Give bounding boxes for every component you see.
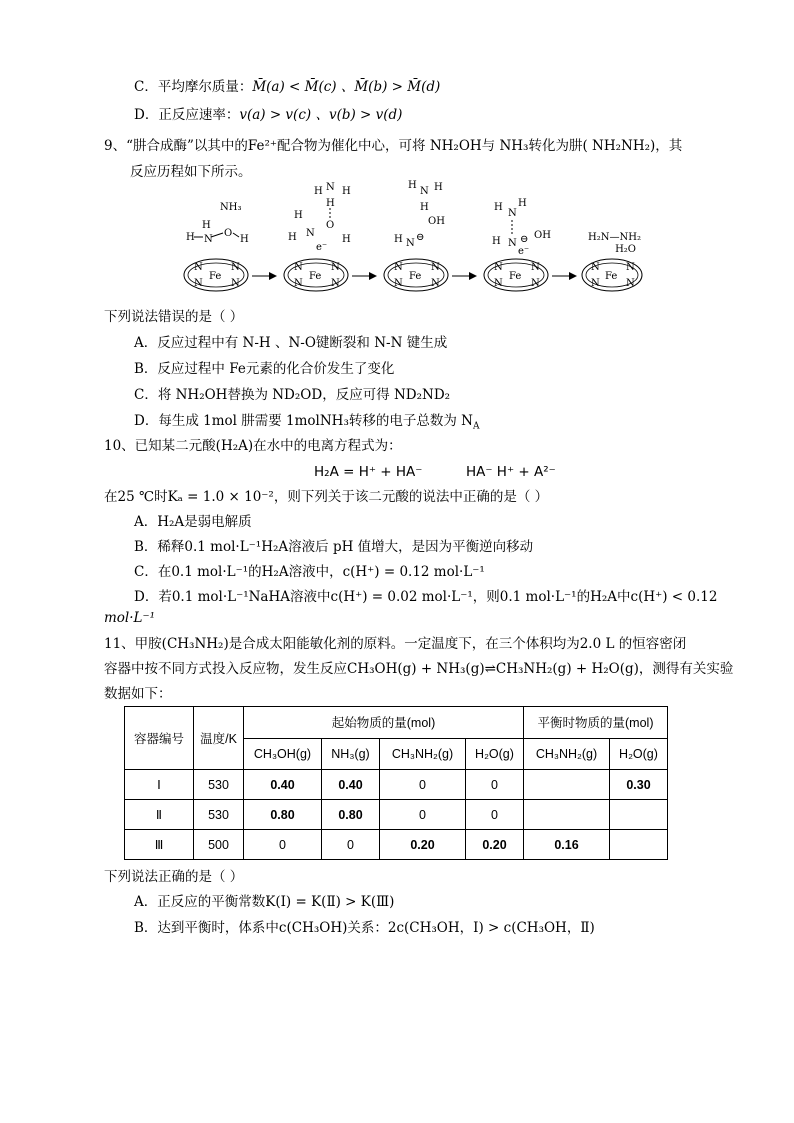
svg-text:N: N xyxy=(331,262,340,273)
svg-text:Fe: Fe xyxy=(605,271,618,282)
subheader-cell: CH₃NH₂(g) xyxy=(380,738,466,770)
svg-text:Fe: Fe xyxy=(309,271,322,282)
svg-text:N: N xyxy=(508,238,517,249)
svg-text:Fe: Fe xyxy=(509,271,522,282)
q9-option-c: C．将 NH₂OH替换为 ND₂OD，反应可得 ND₂ND₂ xyxy=(134,387,451,403)
fe-porphyrin-ring-5 xyxy=(582,259,642,291)
svg-text:H: H xyxy=(186,232,195,243)
q11-stem-line3: 数据如下： xyxy=(104,686,172,702)
cell: 0.40 xyxy=(244,770,322,800)
q9-stem-line2: 反应历程如下所示。 xyxy=(130,164,252,180)
svg-text:H: H xyxy=(326,198,335,209)
cell xyxy=(524,800,610,830)
subheader-cell: CH₃OH(g) xyxy=(244,738,322,770)
svg-text:N: N xyxy=(331,278,340,289)
q10-option-d: D．若0.1 mol·L⁻¹NaHA溶液中c(H⁺) = 0.02 mol·L⁻¹，则0.1 mol·L⁻¹的H₂A中c(H⁺) < 0.12 xyxy=(134,589,718,605)
svg-text:OH: OH xyxy=(534,230,551,241)
q8-option-c: C．平均摩尔质量：M̄(a) < M̄(c) 、M̄(b) > M̄(d) xyxy=(134,79,441,95)
q11-stem-line2: 容器中按不同方式投入反应物，发生反应CH₃OH(g) + NH₃(g)⇌CH₃NH₂(g) + H₂O(g)，测得有关实验 xyxy=(104,661,734,677)
svg-text:N: N xyxy=(306,228,315,239)
q11-stem-line1: 11、甲胺(CH₃NH₂)是合成太阳能敏化剂的原料。一定温度下，在三个体积均为2.0 L 的恒容密闭 xyxy=(104,636,687,652)
q9-option-d: D．每生成 1mol 肼需要 1molNH₃转移的电子总数为 $N_A$ xyxy=(134,413,480,432)
svg-text:N: N xyxy=(431,262,440,273)
subheader-cell: CH₃NH₂(g) xyxy=(524,738,610,770)
cell: 0 xyxy=(466,800,524,830)
svg-text:H: H xyxy=(240,234,249,245)
q10-option-d-cont: mol·L⁻¹ xyxy=(104,610,156,626)
cell: 0 xyxy=(380,800,466,830)
cell: 0 xyxy=(244,830,322,860)
svg-text:N: N xyxy=(531,278,540,289)
q10-option-a: A．H₂A是弱电解质 xyxy=(134,514,252,530)
svg-text:H: H xyxy=(434,182,443,193)
svg-text:N: N xyxy=(294,278,303,289)
svg-text:OH: OH xyxy=(428,216,445,227)
header-initial-amount: 起始物质的量(mol) xyxy=(244,707,524,739)
header-temperature: 温度/K xyxy=(194,707,244,770)
cell: 0 xyxy=(380,770,466,800)
svg-text:N: N xyxy=(394,278,403,289)
svg-text:H: H xyxy=(518,198,527,209)
stage-1 xyxy=(184,202,249,291)
svg-text:N: N xyxy=(231,262,240,273)
svg-text:N: N xyxy=(591,278,600,289)
row-id: Ⅰ xyxy=(125,770,194,800)
q11-option-b: B．达到平衡时，体系中c(CH₃OH)关系：2c(CH₃OH，Ⅰ) > c(CH₃OH，Ⅱ) xyxy=(134,920,595,936)
q11-question: 下列说法正确的是（ ） xyxy=(104,869,244,885)
svg-text:N: N xyxy=(431,278,440,289)
svg-text:O: O xyxy=(224,228,233,239)
experiment-data-table xyxy=(124,706,668,860)
subheader-cell: H₂O(g) xyxy=(466,738,524,770)
stage-5 xyxy=(582,232,642,291)
cell: 0.20 xyxy=(466,830,524,860)
svg-text:⊖: ⊖ xyxy=(520,234,529,245)
nh3-label: NH₃ xyxy=(220,202,242,213)
svg-text:N: N xyxy=(494,278,503,289)
svg-text:N: N xyxy=(626,262,635,273)
cell: 0.40 xyxy=(322,770,380,800)
table-row xyxy=(125,770,668,800)
svg-text:N: N xyxy=(194,262,203,273)
row-temp: 500 xyxy=(194,830,244,860)
svg-text:N: N xyxy=(231,278,240,289)
table-row xyxy=(125,800,668,830)
header-equilibrium-amount: 平衡时物质的量(mol) xyxy=(524,707,668,739)
svg-text:N: N xyxy=(508,208,517,219)
svg-text:H: H xyxy=(420,202,429,213)
row-id: Ⅱ xyxy=(125,800,194,830)
row-temp: 530 xyxy=(194,800,244,830)
svg-text:H: H xyxy=(314,186,323,197)
cell xyxy=(610,800,668,830)
row-temp: 530 xyxy=(194,770,244,800)
fe-porphyrin-ring-3 xyxy=(384,259,448,291)
q10-equation-2: HA⁻ H⁺ + A²⁻ xyxy=(466,464,556,480)
hydrazine-product: H₂N—NH₂ xyxy=(588,232,641,243)
stage-2 xyxy=(284,182,351,291)
fe-porphyrin-ring-2 xyxy=(284,259,348,291)
svg-text:H: H xyxy=(294,210,303,221)
row-id: Ⅲ xyxy=(125,830,194,860)
subheader-cell: H₂O(g) xyxy=(610,738,668,770)
stage-3 xyxy=(384,180,448,291)
svg-text:H: H xyxy=(288,232,297,243)
q11-option-a: A．正反应的平衡常数K(Ⅰ) = K(Ⅱ) > K(Ⅲ) xyxy=(134,894,395,910)
q9-question: 下列说法错误的是（ ） xyxy=(104,309,244,325)
svg-text:Fe: Fe xyxy=(209,271,222,282)
svg-text:N: N xyxy=(204,234,213,245)
cell: 0.30 xyxy=(610,770,668,800)
cell: 0 xyxy=(322,830,380,860)
svg-text:N: N xyxy=(394,262,403,273)
svg-text:N: N xyxy=(326,182,335,193)
q10-condition: 在25 ℃时Kₐ = 1.0 × 10⁻²，则下列关于该二元酸的说法中正确的是（ ） xyxy=(104,489,549,505)
q10-stem: 10、已知某二元酸(H₂A)在水中的电离方程式为： xyxy=(104,438,402,454)
svg-text:N: N xyxy=(494,262,503,273)
cell: 0.16 xyxy=(524,830,610,860)
svg-text:O: O xyxy=(326,220,335,231)
svg-text:N: N xyxy=(531,262,540,273)
svg-text:H: H xyxy=(494,202,503,213)
svg-text:H: H xyxy=(394,234,403,245)
svg-text:H: H xyxy=(492,236,501,247)
fe-porphyrin-ring-4 xyxy=(484,259,548,291)
cell: 0 xyxy=(466,770,524,800)
q9-option-b: B．反应过程中 Fe元素的化合价发生了变化 xyxy=(134,361,395,377)
q8-option-d: D．正反应速率：v(a) > v(c) 、v(b) > v(d) xyxy=(134,107,403,123)
svg-text:N: N xyxy=(406,238,415,249)
table-row xyxy=(125,830,668,860)
cell: 0.80 xyxy=(322,800,380,830)
svg-text:H: H xyxy=(202,220,211,231)
cell xyxy=(610,830,668,860)
q10-option-c: C．在0.1 mol·L⁻¹的H₂A溶液中，c(H⁺) = 0.12 mol·L⁻¹ xyxy=(134,564,485,580)
svg-text:e⁻: e⁻ xyxy=(518,246,530,257)
svg-text:Fe: Fe xyxy=(409,271,422,282)
svg-text:H: H xyxy=(342,234,351,245)
water-product: H₂O xyxy=(615,244,636,255)
subheader-cell: NH₃(g) xyxy=(322,738,380,770)
fe-porphyrin-ring-1 xyxy=(184,259,248,291)
stage-4 xyxy=(484,198,551,291)
cell: 0.80 xyxy=(244,800,322,830)
cell xyxy=(524,770,610,800)
svg-text:N: N xyxy=(420,186,429,197)
q9-option-a: A．反应过程中有 N-H 、N-O键断裂和 N-N 键生成 xyxy=(134,335,448,351)
reaction-mechanism-diagram xyxy=(176,180,646,305)
svg-text:N: N xyxy=(294,262,303,273)
q10-equation-1: H₂A = H⁺ + HA⁻ xyxy=(314,464,423,480)
svg-text:N: N xyxy=(591,262,600,273)
header-container-id: 容器编号 xyxy=(125,707,194,770)
svg-text:N: N xyxy=(194,278,203,289)
svg-text:e⁻: e⁻ xyxy=(316,242,328,253)
q9-stem-line1: 9、“肼合成酶”以其中的Fe²⁺配合物为催化中心，可将 NH₂OH与 NH₃转化为肼( NH₂NH₂)，其 xyxy=(104,138,683,154)
svg-text:H: H xyxy=(408,180,417,191)
q10-option-b: B．稀释0.1 mol·L⁻¹H₂A溶液后 pH 值增大，是因为平衡逆向移动 xyxy=(134,539,534,555)
svg-text:N: N xyxy=(626,278,635,289)
cell: 0.20 xyxy=(380,830,466,860)
svg-text:H: H xyxy=(342,186,351,197)
svg-text:⊖: ⊖ xyxy=(416,232,425,243)
table-header-row xyxy=(125,707,668,739)
